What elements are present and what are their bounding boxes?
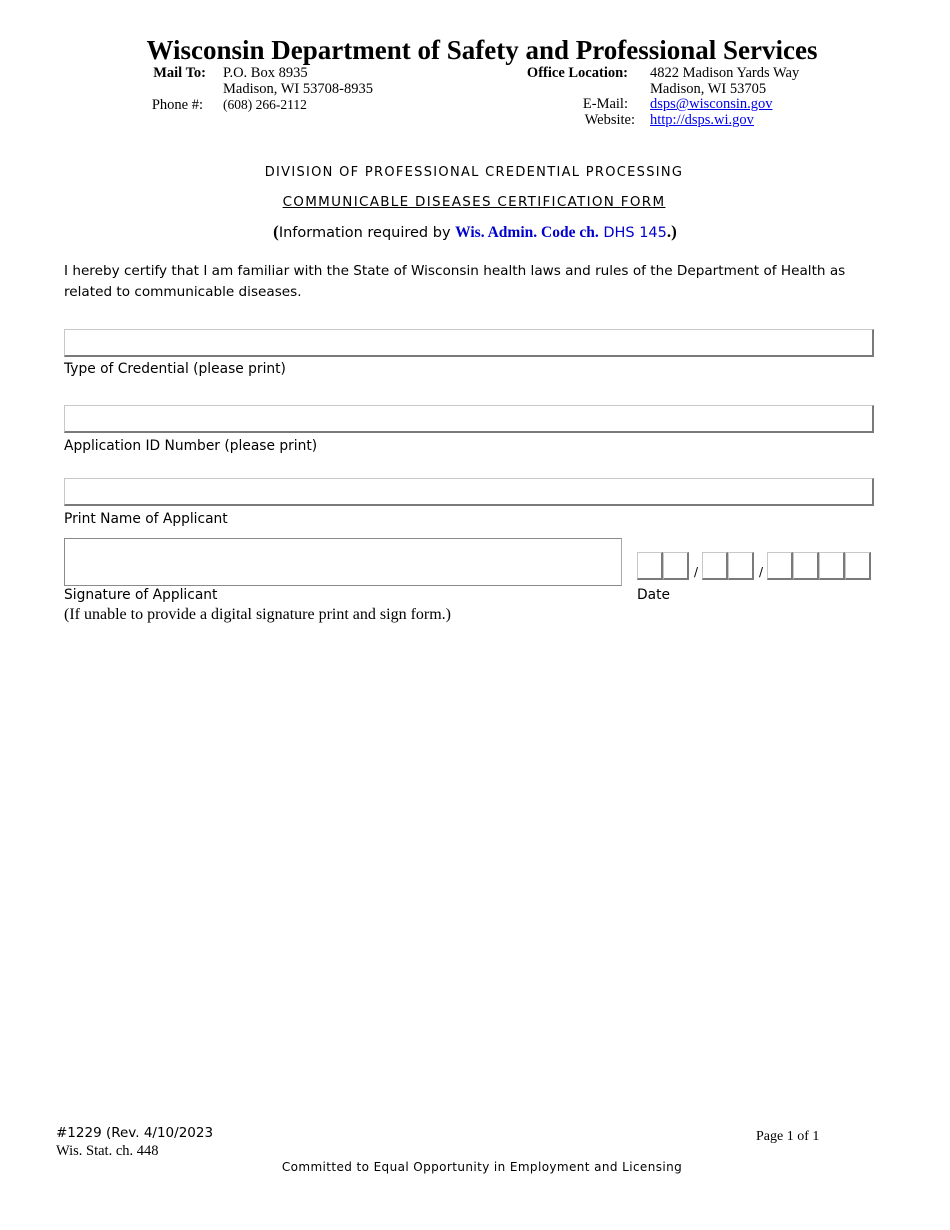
- info-close-paren: .): [666, 222, 677, 241]
- office-line1: 4822 Madison Yards Way: [650, 65, 800, 81]
- email-label: E-Mail:: [582, 96, 628, 112]
- email-link[interactable]: dsps@wisconsin.gov: [650, 96, 773, 112]
- department-title: Wisconsin Department of Safety and Professional Services: [146, 35, 818, 65]
- footer-motto: Committed to Equal Opportunity in Employment and Licensing: [281, 1160, 683, 1174]
- date-label: Date: [637, 587, 670, 603]
- info-line: [0, 222, 950, 242]
- form-number: [56, 1123, 213, 1143]
- form-number-text: #1229 (Rev. 4/10/2023: [56, 1125, 214, 1141]
- date-year-digit-3[interactable]: [819, 552, 845, 580]
- certification-statement: I hereby certify that I am familiar with the State of Wisconsin health laws and rules of the Department of Health as related to communicable diseases.: [64, 263, 846, 300]
- date-separator-2: /: [759, 565, 764, 579]
- date-year-digit-1[interactable]: [767, 552, 793, 580]
- admin-code-label: Wis. Admin. Code ch.: [455, 224, 599, 241]
- signature-note: (If unable to provide a digital signature print and sign form.): [64, 606, 452, 623]
- office-line2: Madison, WI 53705: [650, 81, 767, 97]
- info-text: Information required by: [278, 225, 456, 241]
- date-year-digit-4[interactable]: [845, 552, 871, 580]
- form-title: [0, 194, 948, 210]
- date-separator-1: /: [694, 565, 699, 579]
- statute-reference: Wis. Stat. ch. 448: [56, 1143, 159, 1159]
- mail-to-label: Mail To:: [153, 65, 206, 81]
- dhs-code-link[interactable]: DHS 145: [598, 225, 667, 241]
- page-number: Page 1 of 1: [756, 1129, 820, 1144]
- date-day-digit-2[interactable]: [728, 552, 754, 580]
- signature-label: Signature of Applicant: [64, 587, 218, 603]
- applicant-name-input[interactable]: [64, 478, 874, 506]
- date-month-digit-1[interactable]: [637, 552, 663, 580]
- form-title-text: COMMUNICABLE DISEASES CERTIFICATION FORM: [282, 194, 666, 210]
- phone-label: Phone #:: [151, 97, 203, 113]
- application-id-label: Application ID Number (please print): [64, 438, 318, 454]
- applicant-name-label: Print Name of Applicant: [64, 511, 228, 527]
- credential-type-label: Type of Credential (please print): [64, 361, 286, 377]
- office-location-label: Office Location:: [526, 65, 628, 81]
- credential-type-input[interactable]: [64, 329, 874, 357]
- website-link[interactable]: http://dsps.wi.gov: [650, 112, 754, 128]
- date-year-digit-2[interactable]: [793, 552, 819, 580]
- mail-to-line2: Madison, WI 53708-8935: [223, 81, 373, 97]
- website-label: Website:: [584, 112, 635, 128]
- date-month-digit-2[interactable]: [663, 552, 689, 580]
- date-day-digit-1[interactable]: [702, 552, 728, 580]
- application-id-input[interactable]: [64, 405, 874, 433]
- phone-number: (608) 266-2112: [223, 97, 307, 112]
- division-name: DIVISION OF PROFESSIONAL CREDENTIAL PROCESSING: [264, 165, 684, 180]
- mail-to-line1: P.O. Box 8935: [223, 65, 308, 81]
- info-open-paren: (: [273, 222, 279, 241]
- signature-input[interactable]: [64, 538, 622, 586]
